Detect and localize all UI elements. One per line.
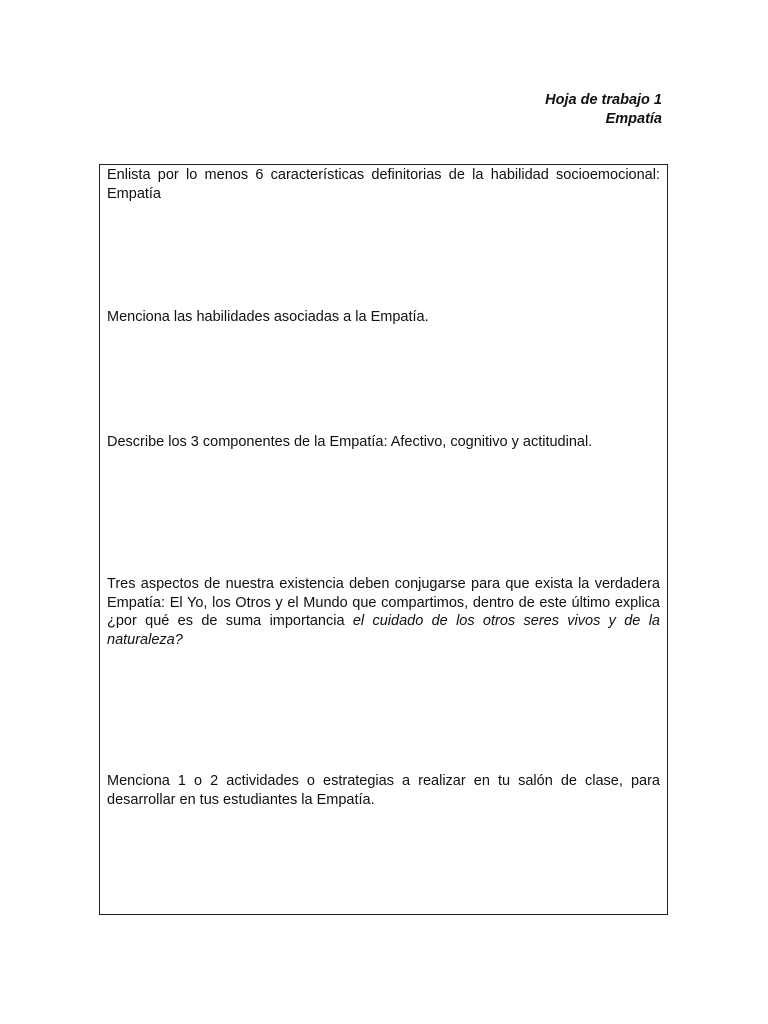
question-4-emphasis: el cuidado de los otros seres vivos y de la naturaleza? [107, 613, 660, 648]
worksheet-topic: Empatía [605, 111, 662, 127]
question-2: Menciona las habilidades asociadas a la Empatía. [107, 309, 429, 325]
worksheet-box [99, 164, 668, 915]
question-4 [107, 575, 660, 649]
question-4-text: Tres aspectos de nuestra existencia deben conjugarse para que exista la verdadera Empatía: El Yo, los Otros y el Mundo que compartimos, dentro de este último explica ¿por qué es de suma importancia [107, 576, 660, 629]
question-3: Describe los 3 componentes de la Empatía: Afectivo, cognitivo y actitudinal. [107, 434, 593, 450]
worksheet-title: Hoja de trabajo 1 [545, 92, 662, 108]
question-5: Menciona 1 o 2 actividades o estrategias a realizar en tu salón de clase, para desarrollar en tus estudiantes la Empatía. [107, 773, 660, 808]
worksheet-header [545, 91, 662, 129]
question-1: Enlista por lo menos 6 características definitorias de la habilidad socioemocional: Empatía [107, 167, 660, 202]
